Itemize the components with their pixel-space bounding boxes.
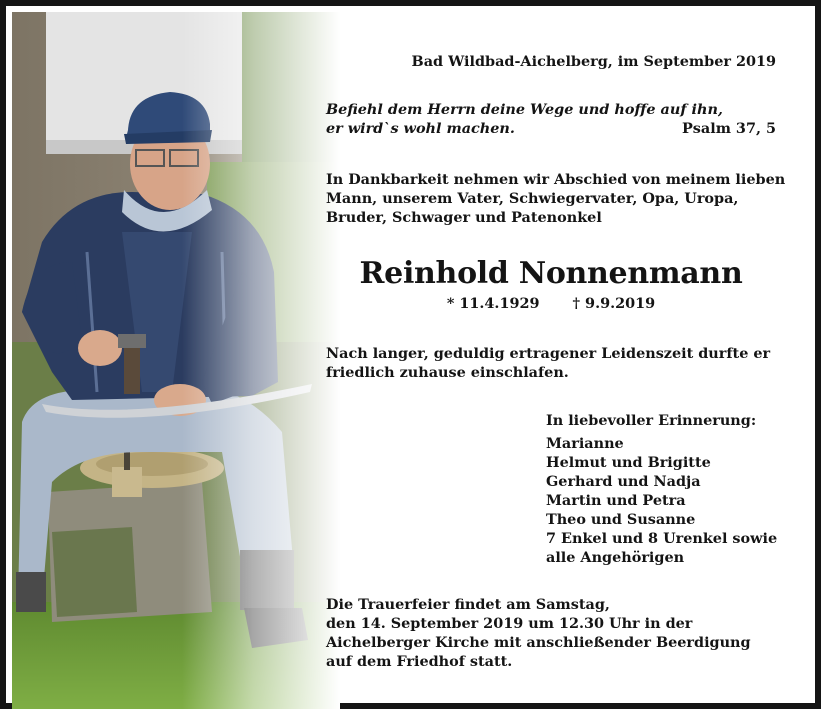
mourner-entry: Gerhard und Nadja [546,473,701,490]
intro-line: Mann, unserem Vater, Schwiegervater, Opa, Uropa, [326,190,739,207]
verse-line-1: Befiehl dem Herrn deine Wege und hoffe auf ihn, [326,101,723,118]
service-line: Aichelberger Kirche mit anschließender Beerdigung [326,634,751,651]
mourner-entry: Helmut und Brigitte [546,454,711,471]
verse-line-2: er wird`s wohl machen. [326,120,515,137]
service-line: auf dem Friedhof statt. [326,653,513,670]
mourner-entry: Martin und Petra [546,492,686,509]
passing-line: Nach langer, geduldig ertragener Leidenszeit durfte er [326,345,771,362]
service-line: den 14. September 2019 um 12.30 Uhr in der [326,615,693,632]
farewell-intro [326,170,786,227]
portrait-photo [12,12,340,709]
deceased-name: Reinhold Nonnenmann [359,256,743,291]
mourners-list [546,411,786,567]
mourner-entry: Theo und Susanne [546,511,696,528]
mourner-entry: alle Angehörigen [546,549,685,566]
passing-line: friedlich zuhause einschlafen. [326,364,569,381]
portrait-illustration [12,12,340,709]
life-dates [326,294,776,313]
dateline: Bad Wildbad-Aichelberg, im September 2019 [411,53,776,70]
intro-line: In Dankbarkeit nehmen wir Abschied von meinem lieben [326,171,786,188]
passing-statement [326,344,776,382]
mourner-entry: 7 Enkel und 8 Urenkel sowie [546,530,778,547]
birth-date: * 11.4.1929 [446,295,540,312]
mourners-heading: In liebevoller Erinnerung: [546,412,757,429]
bible-verse [326,100,776,138]
death-date: † 9.9.2019 [572,295,656,312]
mourner-entry: Marianne [546,435,624,452]
intro-line: Bruder, Schwager und Patenonkel [326,209,602,226]
verse-reference: Psalm 37, 5 [681,120,776,137]
service-line: Die Trauerfeier findet am Samstag, [326,596,610,613]
funeral-service-info [326,595,776,671]
